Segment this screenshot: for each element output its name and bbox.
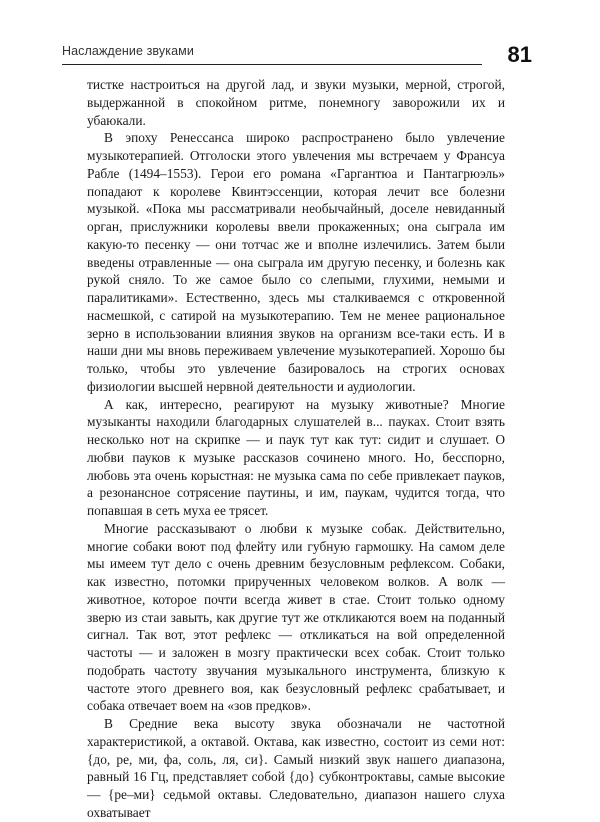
header-rule <box>62 64 482 65</box>
paragraph-octaves: В Средние века высоту звука обозначали не частотной характеристикой, а октавой. Октава, как известно, состоит из семи нот: {до, ре, ми, фа, соль, ля, си}. Самый низкий звук нашего диапазона, равный 16 Гц, представляет собой {до} субконтроктавы, самые высокие — {ре–ми} седьмой октавы. Следовательно, диапазон нашего слуха охватывает <box>87 716 505 820</box>
running-head: Наслаждение звуками <box>62 44 194 58</box>
body-text <box>87 76 505 822</box>
page-number: 81 <box>507 42 532 67</box>
paragraph-spiders: А как, интересно, реагируют на музыку животные? Многие музыканты находили благодарных слушателей в... пауках. Стоит взять несколько нот на скрипке — и паук тут как тут: сидит и слушает. О любви пауков к музыке рассказов сочинено много. Но, бесспорно, любовь эта очень корыстная: не музыка сама по себе привлекает пауков, а резонансное сотрясение паутины, и им, паукам, чудится тогда, что попавшая в сеть муха ее трясет. <box>87 396 505 518</box>
paragraph-continuation: тистке настроиться на другой лад, и звуки музыки, мерной, строгой, выдержанной в спокойном ритме, понемногу заворожили их и убаюкали. <box>87 77 505 128</box>
paragraph-dogs: Многие рассказывают о любви к музыке собак. Действительно, многие собаки воют под флейту или губную гармошку. На самом деле мы имеем тут дело с очень древним безусловным рефлексом. Собаки, как известно, потомки прирученных человеком волков. А волк — животное, которое почти всегда живет в стае. Стоит только одному зверю из стаи завыть, как другие тут же откликаются воем на поданный сигнал. Так вот, этот рефлекс — откликаться на вой определенной частоты — и заложен в мозгу практически всех собак. Стоит только подобрать частоту звучания музыкального инструмента, близкую к частоте этого древнего воя, как безусловный рефлекс срабатывает, и собака отвечает воем на «зов предков». <box>87 520 505 714</box>
paragraph-renaissance-music-therapy: В эпоху Ренессанса широко распространено было увлечение музыкотерапией. Отголоски этого увлечения мы встречаем у Франсуа Рабле (1494–1553). Герои его романа «Гаргантюа и Пантагрюэль» попадают к королеве Квинтэссенции, которая лечит все болезни музыкой. «Пока мы рассматривали необычайный, доселе невиданный орган, прислужники королевы ввели прокаженных; она сыграла им какую-то песенку — они тотчас же и вполне излечились. Затем были введены отравленные — она сыграла им другую песенку, и болезнь как рукой сняло. То же самое было со слепыми, глухими, немыми и паралитиками». Естественно, здесь мы сталкиваемся с откровенной насмешкой, с сатирой на музыкотерапию. Тем не менее рациональное зерно в использовании влияния звуков на организм все-таки есть. И в наши дни мы вновь переживаем увлечение музыкотерапией. Хорошо бы только, чтобы это увлечение базировалось на строгих основах физиологии высшей нервной деятельности и аудиологии. <box>87 130 505 394</box>
